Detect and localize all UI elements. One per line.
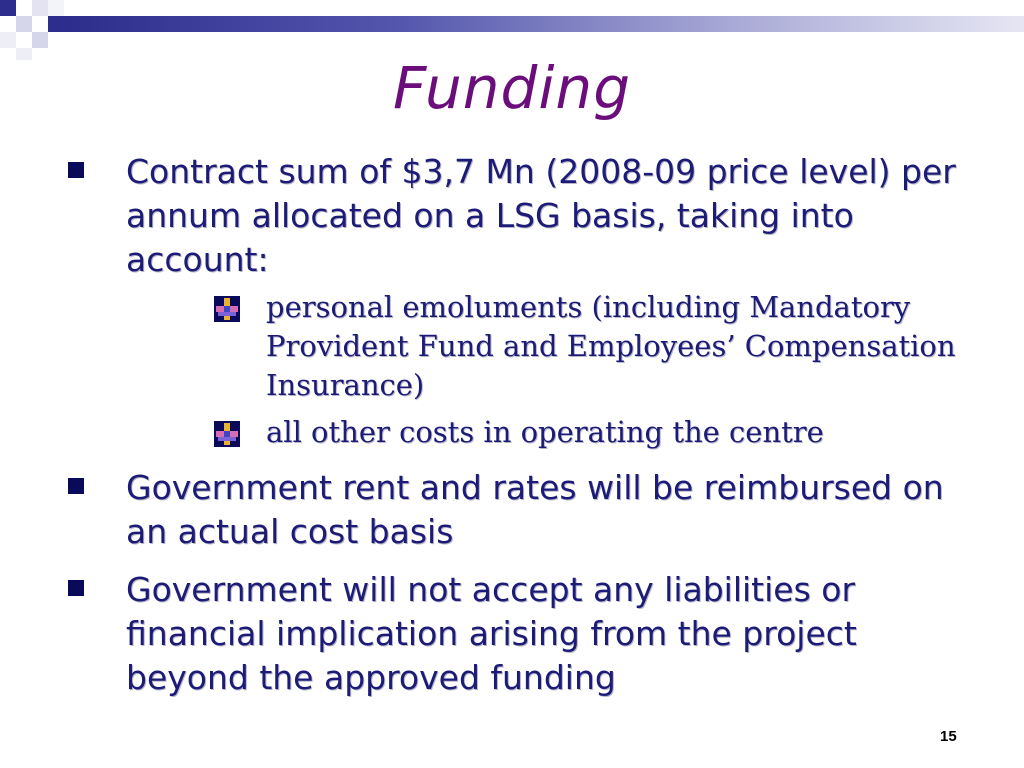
bullet-text: Government rent and rates will be reimbursed on an actual cost basis	[126, 468, 944, 551]
bullet-item	[60, 466, 980, 554]
sub-bullet-text: all other costs in operating the centre	[266, 415, 824, 449]
page-number: 15	[940, 728, 957, 745]
bullet-list	[60, 150, 980, 714]
decor-square	[48, 0, 64, 16]
square-bullet-icon	[68, 478, 84, 494]
decor-square	[32, 32, 48, 48]
bullet-item	[60, 150, 980, 452]
header-decoration	[0, 0, 1024, 60]
decor-square	[0, 0, 16, 16]
square-bullet-icon	[68, 162, 84, 178]
sub-bullet-item	[126, 288, 980, 405]
bullet-item	[60, 568, 980, 700]
square-bullet-icon	[68, 580, 84, 596]
bullet-text: Contract sum of $3,7 Mn (2008-09 price level) per annum allocated on a LSG basis, taking into account:	[126, 152, 956, 279]
cube-bullet-icon	[214, 421, 240, 447]
decor-square	[48, 16, 64, 32]
decor-square	[0, 32, 16, 48]
header-gradient-band	[64, 16, 1024, 32]
decor-square	[16, 16, 32, 32]
sub-bullet-text: personal emoluments (including Mandatory Provident Fund and Employees’ Compensation Insurance)	[266, 290, 956, 402]
decor-square	[32, 0, 48, 16]
bullet-text: Government will not accept any liabilities or financial implication arising from the project beyond the approved funding	[126, 570, 857, 697]
cube-bullet-icon	[214, 296, 240, 322]
slide-title: Funding	[392, 54, 632, 122]
sub-bullet-item	[126, 413, 980, 452]
